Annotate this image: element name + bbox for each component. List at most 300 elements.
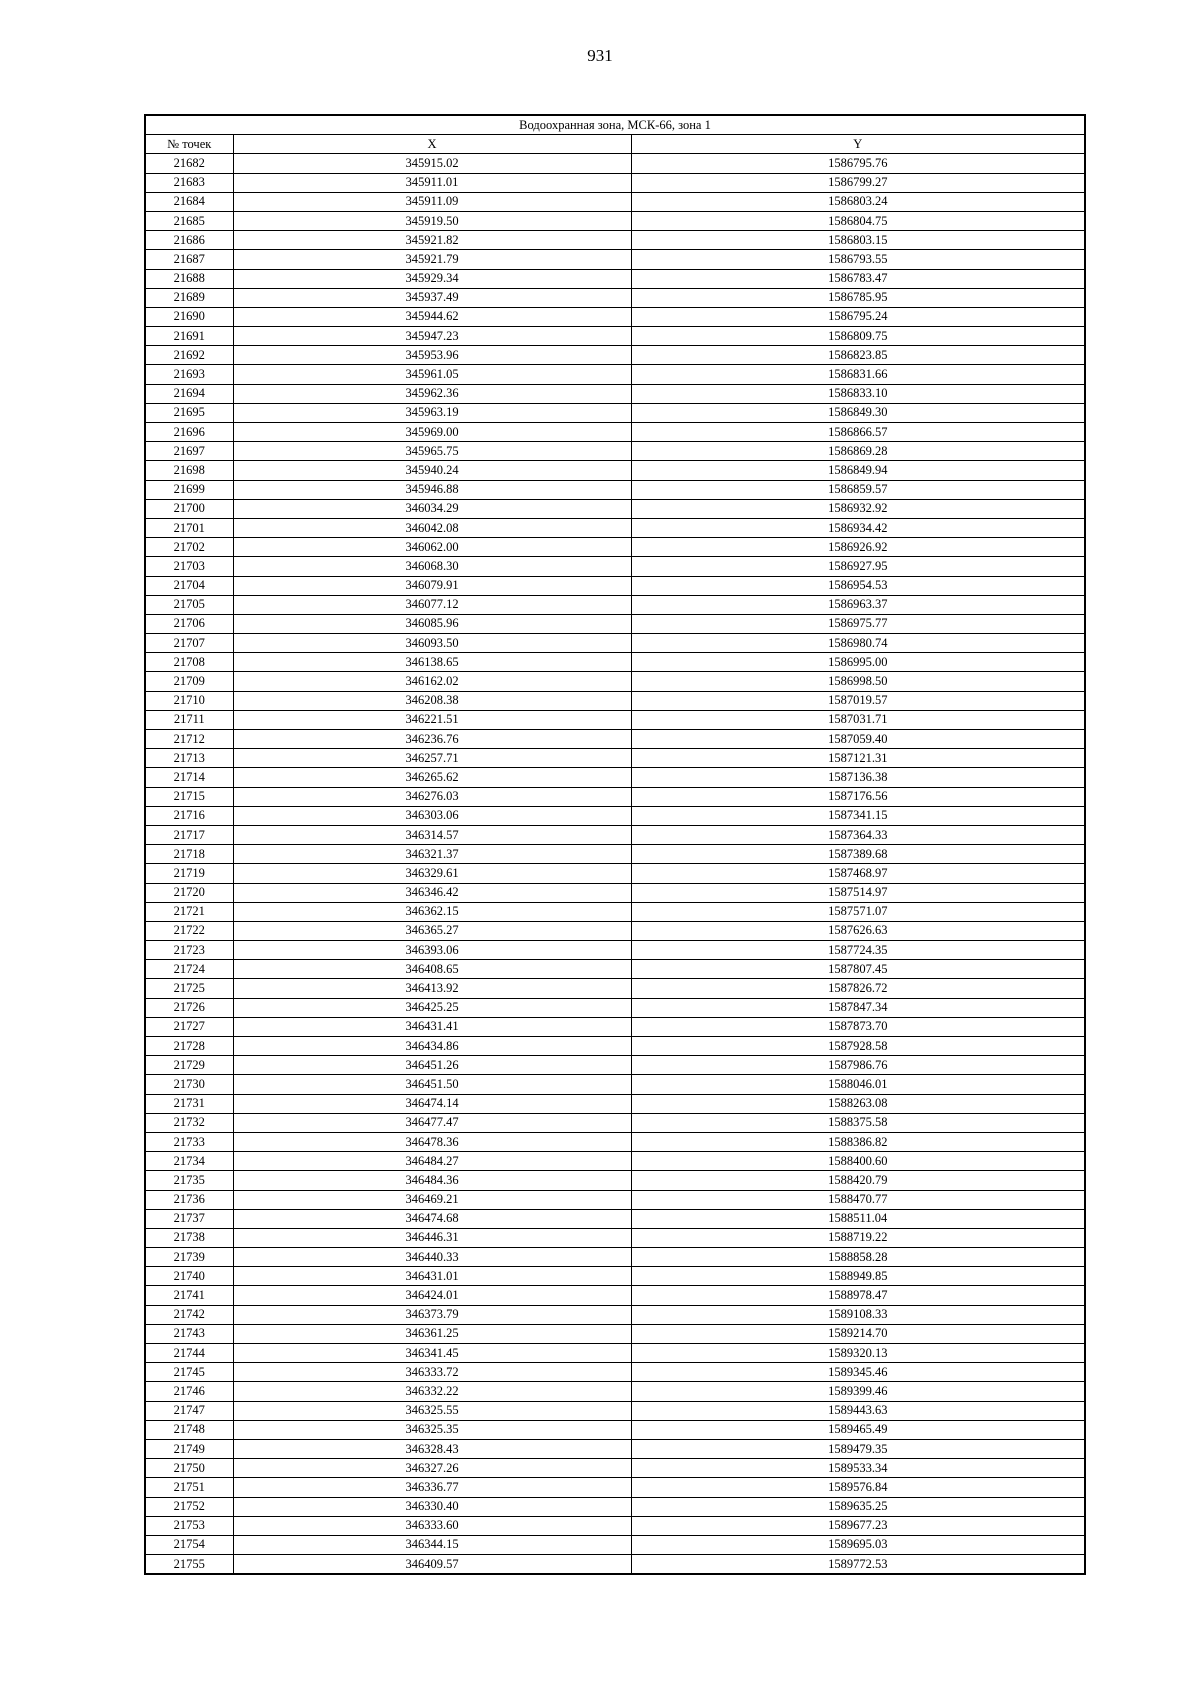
table-row <box>145 1075 1085 1094</box>
cell-x: 345911.01 <box>233 173 631 192</box>
cell-point-number: 21723 <box>145 941 233 960</box>
cell-x: 345944.62 <box>233 307 631 326</box>
cell-x: 346330.40 <box>233 1497 631 1516</box>
table-row <box>145 730 1085 749</box>
cell-x: 346265.62 <box>233 768 631 787</box>
cell-point-number: 21730 <box>145 1075 233 1094</box>
cell-point-number: 21722 <box>145 921 233 940</box>
cell-y: 1586793.55 <box>631 250 1085 269</box>
table-row <box>145 787 1085 806</box>
cell-x: 346221.51 <box>233 710 631 729</box>
cell-point-number: 21711 <box>145 710 233 729</box>
table-row <box>145 1382 1085 1401</box>
cell-x: 346431.41 <box>233 1017 631 1036</box>
cell-x: 346077.12 <box>233 595 631 614</box>
cell-y: 1586866.57 <box>631 423 1085 442</box>
table-row <box>145 749 1085 768</box>
cell-point-number: 21704 <box>145 576 233 595</box>
cell-point-number: 21741 <box>145 1286 233 1305</box>
cell-y: 1587468.97 <box>631 864 1085 883</box>
table-row <box>145 1267 1085 1286</box>
table-row <box>145 1132 1085 1151</box>
cell-y: 1586795.76 <box>631 154 1085 173</box>
table-row <box>145 307 1085 326</box>
table-row <box>145 1516 1085 1535</box>
page-number: 931 <box>587 46 613 65</box>
cell-point-number: 21720 <box>145 883 233 902</box>
cell-y: 1588978.47 <box>631 1286 1085 1305</box>
cell-point-number: 21719 <box>145 864 233 883</box>
cell-x: 346446.31 <box>233 1228 631 1247</box>
cell-point-number: 21734 <box>145 1152 233 1171</box>
cell-x: 346042.08 <box>233 518 631 537</box>
table-row <box>145 1248 1085 1267</box>
cell-x: 346321.37 <box>233 845 631 864</box>
cell-point-number: 21742 <box>145 1305 233 1324</box>
cell-x: 346373.79 <box>233 1305 631 1324</box>
cell-y: 1586926.92 <box>631 538 1085 557</box>
cell-y: 1587121.31 <box>631 749 1085 768</box>
cell-point-number: 21707 <box>145 634 233 653</box>
coordinates-table <box>144 114 1086 1575</box>
cell-x: 345946.88 <box>233 480 631 499</box>
cell-x: 345919.50 <box>233 211 631 230</box>
cell-point-number: 21745 <box>145 1363 233 1382</box>
cell-x: 346484.27 <box>233 1152 631 1171</box>
table-row <box>145 1497 1085 1516</box>
cell-point-number: 21685 <box>145 211 233 230</box>
cell-y: 1586927.95 <box>631 557 1085 576</box>
cell-x: 346440.33 <box>233 1248 631 1267</box>
cell-y: 1589533.34 <box>631 1459 1085 1478</box>
cell-y: 1586785.95 <box>631 288 1085 307</box>
cell-x: 345915.02 <box>233 154 631 173</box>
table-row <box>145 1344 1085 1363</box>
cell-point-number: 21750 <box>145 1459 233 1478</box>
table-row <box>145 672 1085 691</box>
cell-y: 1586783.47 <box>631 269 1085 288</box>
cell-y: 1587873.70 <box>631 1017 1085 1036</box>
cell-y: 1586954.53 <box>631 576 1085 595</box>
cell-x: 345965.75 <box>233 442 631 461</box>
table-row <box>145 1305 1085 1324</box>
table-row <box>145 384 1085 403</box>
cell-point-number: 21746 <box>145 1382 233 1401</box>
cell-point-number: 21705 <box>145 595 233 614</box>
table-row <box>145 1286 1085 1305</box>
cell-point-number: 21682 <box>145 154 233 173</box>
cell-point-number: 21736 <box>145 1190 233 1209</box>
cell-point-number: 21755 <box>145 1555 233 1575</box>
cell-y: 1589108.33 <box>631 1305 1085 1324</box>
table-row <box>145 614 1085 633</box>
table-row <box>145 1017 1085 1036</box>
cell-y: 1588386.82 <box>631 1132 1085 1151</box>
table-row <box>145 1037 1085 1056</box>
cell-x: 346314.57 <box>233 825 631 844</box>
table-row <box>145 365 1085 384</box>
cell-point-number: 21693 <box>145 365 233 384</box>
cell-y: 1588511.04 <box>631 1209 1085 1228</box>
table-row <box>145 211 1085 230</box>
cell-y: 1587826.72 <box>631 979 1085 998</box>
cell-point-number: 21686 <box>145 231 233 250</box>
table-row <box>145 461 1085 480</box>
cell-x: 346478.36 <box>233 1132 631 1151</box>
table-row <box>145 173 1085 192</box>
cell-x: 346034.29 <box>233 499 631 518</box>
cell-y: 1586804.75 <box>631 211 1085 230</box>
table-row <box>145 1324 1085 1343</box>
cell-x: 346361.25 <box>233 1324 631 1343</box>
table-row <box>145 518 1085 537</box>
table-row <box>145 538 1085 557</box>
cell-y: 1588375.58 <box>631 1113 1085 1132</box>
cell-y: 1587136.38 <box>631 768 1085 787</box>
cell-x: 346424.01 <box>233 1286 631 1305</box>
table-row <box>145 979 1085 998</box>
cell-x: 346068.30 <box>233 557 631 576</box>
cell-point-number: 21747 <box>145 1401 233 1420</box>
cell-x: 345929.34 <box>233 269 631 288</box>
cell-x: 346333.72 <box>233 1363 631 1382</box>
table-title: Водоохранная зона, МСК-66, зона 1 <box>145 115 1085 135</box>
cell-x: 345937.49 <box>233 288 631 307</box>
cell-x: 346336.77 <box>233 1478 631 1497</box>
table-row <box>145 941 1085 960</box>
cell-y: 1586803.15 <box>631 231 1085 250</box>
table-row <box>145 845 1085 864</box>
cell-x: 346434.86 <box>233 1037 631 1056</box>
table-row <box>145 806 1085 825</box>
cell-y: 1586809.75 <box>631 327 1085 346</box>
cell-y: 1586963.37 <box>631 595 1085 614</box>
cell-x: 346362.15 <box>233 902 631 921</box>
cell-point-number: 21733 <box>145 1132 233 1151</box>
cell-point-number: 21690 <box>145 307 233 326</box>
cell-point-number: 21714 <box>145 768 233 787</box>
cell-point-number: 21728 <box>145 1037 233 1056</box>
cell-x: 345921.79 <box>233 250 631 269</box>
cell-y: 1589635.25 <box>631 1497 1085 1516</box>
table-row <box>145 768 1085 787</box>
cell-y: 1586823.85 <box>631 346 1085 365</box>
cell-y: 1587847.34 <box>631 998 1085 1017</box>
cell-x: 346474.68 <box>233 1209 631 1228</box>
cell-y: 1587986.76 <box>631 1056 1085 1075</box>
table-row <box>145 480 1085 499</box>
cell-point-number: 21712 <box>145 730 233 749</box>
cell-point-number: 21726 <box>145 998 233 1017</box>
cell-point-number: 21703 <box>145 557 233 576</box>
table-row <box>145 595 1085 614</box>
cell-point-number: 21737 <box>145 1209 233 1228</box>
cell-point-number: 21725 <box>145 979 233 998</box>
cell-y: 1586869.28 <box>631 442 1085 461</box>
cell-point-number: 21700 <box>145 499 233 518</box>
cell-y: 1589772.53 <box>631 1555 1085 1575</box>
cell-point-number: 21743 <box>145 1324 233 1343</box>
cell-y: 1586795.24 <box>631 307 1085 326</box>
table-row <box>145 1228 1085 1247</box>
table-row <box>145 346 1085 365</box>
table-row <box>145 1056 1085 1075</box>
cell-point-number: 21740 <box>145 1267 233 1286</box>
table-row <box>145 864 1085 883</box>
cell-x: 346138.65 <box>233 653 631 672</box>
cell-y: 1586849.94 <box>631 461 1085 480</box>
cell-x: 345947.23 <box>233 327 631 346</box>
table-row <box>145 1478 1085 1497</box>
cell-y: 1587389.68 <box>631 845 1085 864</box>
cell-x: 346408.65 <box>233 960 631 979</box>
table-row <box>145 1363 1085 1382</box>
cell-point-number: 21710 <box>145 691 233 710</box>
table-header-row <box>145 135 1085 154</box>
cell-y: 1588046.01 <box>631 1075 1085 1094</box>
cell-x: 346484.36 <box>233 1171 631 1190</box>
cell-y: 1586831.66 <box>631 365 1085 384</box>
cell-point-number: 21683 <box>145 173 233 192</box>
cell-y: 1588420.79 <box>631 1171 1085 1190</box>
table-row <box>145 1209 1085 1228</box>
table-row <box>145 327 1085 346</box>
cell-x: 346451.26 <box>233 1056 631 1075</box>
cell-x: 346276.03 <box>233 787 631 806</box>
cell-x: 346451.50 <box>233 1075 631 1094</box>
cell-y: 1589479.35 <box>631 1439 1085 1458</box>
cell-point-number: 21738 <box>145 1228 233 1247</box>
table-row <box>145 1401 1085 1420</box>
cell-y: 1588400.60 <box>631 1152 1085 1171</box>
cell-point-number: 21706 <box>145 614 233 633</box>
cell-y: 1589576.84 <box>631 1478 1085 1497</box>
cell-y: 1587176.56 <box>631 787 1085 806</box>
cell-y: 1588858.28 <box>631 1248 1085 1267</box>
cell-x: 346409.57 <box>233 1555 631 1575</box>
cell-y: 1586980.74 <box>631 634 1085 653</box>
cell-x: 346477.47 <box>233 1113 631 1132</box>
cell-y: 1589465.49 <box>631 1420 1085 1439</box>
cell-y: 1586975.77 <box>631 614 1085 633</box>
table-row <box>145 231 1085 250</box>
cell-x: 346332.22 <box>233 1382 631 1401</box>
header-y: Y <box>631 135 1085 154</box>
table-row <box>145 442 1085 461</box>
table-row <box>145 960 1085 979</box>
table-row <box>145 288 1085 307</box>
cell-point-number: 21716 <box>145 806 233 825</box>
cell-x: 345969.00 <box>233 423 631 442</box>
cell-y: 1586995.00 <box>631 653 1085 672</box>
cell-point-number: 21689 <box>145 288 233 307</box>
cell-x: 346085.96 <box>233 614 631 633</box>
cell-point-number: 21708 <box>145 653 233 672</box>
cell-point-number: 21717 <box>145 825 233 844</box>
cell-x: 346328.43 <box>233 1439 631 1458</box>
cell-x: 346062.00 <box>233 538 631 557</box>
cell-point-number: 21752 <box>145 1497 233 1516</box>
cell-point-number: 21691 <box>145 327 233 346</box>
cell-y: 1589399.46 <box>631 1382 1085 1401</box>
cell-y: 1586849.30 <box>631 403 1085 422</box>
cell-point-number: 21748 <box>145 1420 233 1439</box>
cell-y: 1586998.50 <box>631 672 1085 691</box>
table-row <box>145 250 1085 269</box>
table-row <box>145 921 1085 940</box>
cell-y: 1586932.92 <box>631 499 1085 518</box>
cell-y: 1587031.71 <box>631 710 1085 729</box>
cell-x: 345953.96 <box>233 346 631 365</box>
cell-point-number: 21688 <box>145 269 233 288</box>
table-title-row <box>145 115 1085 135</box>
cell-y: 1587514.97 <box>631 883 1085 902</box>
cell-y: 1586833.10 <box>631 384 1085 403</box>
cell-y: 1587364.33 <box>631 825 1085 844</box>
table-row <box>145 1190 1085 1209</box>
cell-point-number: 21702 <box>145 538 233 557</box>
table-row <box>145 710 1085 729</box>
table-row <box>145 902 1085 921</box>
cell-y: 1589345.46 <box>631 1363 1085 1382</box>
cell-point-number: 21735 <box>145 1171 233 1190</box>
cell-x: 346325.55 <box>233 1401 631 1420</box>
cell-point-number: 21718 <box>145 845 233 864</box>
table-row <box>145 1094 1085 1113</box>
cell-point-number: 21729 <box>145 1056 233 1075</box>
cell-point-number: 21753 <box>145 1516 233 1535</box>
cell-y: 1589214.70 <box>631 1324 1085 1343</box>
cell-point-number: 21754 <box>145 1535 233 1554</box>
cell-x: 346425.25 <box>233 998 631 1017</box>
cell-y: 1588719.22 <box>631 1228 1085 1247</box>
cell-x: 345940.24 <box>233 461 631 480</box>
cell-x: 346333.60 <box>233 1516 631 1535</box>
cell-y: 1589677.23 <box>631 1516 1085 1535</box>
table-row <box>145 825 1085 844</box>
cell-x: 345963.19 <box>233 403 631 422</box>
cell-point-number: 21697 <box>145 442 233 461</box>
cell-point-number: 21751 <box>145 1478 233 1497</box>
cell-y: 1587059.40 <box>631 730 1085 749</box>
cell-x: 346303.06 <box>233 806 631 825</box>
table-row <box>145 1420 1085 1439</box>
cell-x: 346329.61 <box>233 864 631 883</box>
table-row <box>145 1171 1085 1190</box>
cell-x: 346208.38 <box>233 691 631 710</box>
cell-y: 1589443.63 <box>631 1401 1085 1420</box>
cell-point-number: 21731 <box>145 1094 233 1113</box>
cell-y: 1588263.08 <box>631 1094 1085 1113</box>
cell-x: 346344.15 <box>233 1535 631 1554</box>
table-row <box>145 269 1085 288</box>
cell-y: 1587571.07 <box>631 902 1085 921</box>
cell-x: 345962.36 <box>233 384 631 403</box>
cell-y: 1587928.58 <box>631 1037 1085 1056</box>
table-row <box>145 691 1085 710</box>
table-row <box>145 576 1085 595</box>
cell-y: 1587019.57 <box>631 691 1085 710</box>
cell-point-number: 21694 <box>145 384 233 403</box>
cell-y: 1587626.63 <box>631 921 1085 940</box>
cell-point-number: 21701 <box>145 518 233 537</box>
cell-y: 1588470.77 <box>631 1190 1085 1209</box>
cell-x: 346162.02 <box>233 672 631 691</box>
table-row <box>145 998 1085 1017</box>
table-row <box>145 1439 1085 1458</box>
cell-point-number: 21699 <box>145 480 233 499</box>
cell-x: 346341.45 <box>233 1344 631 1363</box>
cell-point-number: 21724 <box>145 960 233 979</box>
table-row <box>145 1535 1085 1554</box>
cell-x: 345911.09 <box>233 192 631 211</box>
cell-x: 346413.92 <box>233 979 631 998</box>
cell-x: 346431.01 <box>233 1267 631 1286</box>
cell-x: 346474.14 <box>233 1094 631 1113</box>
cell-point-number: 21749 <box>145 1439 233 1458</box>
cell-point-number: 21684 <box>145 192 233 211</box>
cell-y: 1586803.24 <box>631 192 1085 211</box>
table-row <box>145 192 1085 211</box>
cell-x: 345921.82 <box>233 231 631 250</box>
cell-point-number: 21709 <box>145 672 233 691</box>
cell-x: 346327.26 <box>233 1459 631 1478</box>
cell-point-number: 21721 <box>145 902 233 921</box>
table-row <box>145 634 1085 653</box>
table-row <box>145 1113 1085 1132</box>
table-row <box>145 154 1085 173</box>
cell-x: 346393.06 <box>233 941 631 960</box>
cell-point-number: 21713 <box>145 749 233 768</box>
table-row <box>145 557 1085 576</box>
table-row <box>145 1555 1085 1575</box>
cell-point-number: 21698 <box>145 461 233 480</box>
table-row <box>145 403 1085 422</box>
table-row <box>145 1152 1085 1171</box>
cell-y: 1587341.15 <box>631 806 1085 825</box>
header-x: X <box>233 135 631 154</box>
cell-x: 346236.76 <box>233 730 631 749</box>
cell-point-number: 21744 <box>145 1344 233 1363</box>
cell-x: 346365.27 <box>233 921 631 940</box>
cell-y: 1589695.03 <box>631 1535 1085 1554</box>
table-row <box>145 1459 1085 1478</box>
cell-point-number: 21732 <box>145 1113 233 1132</box>
cell-point-number: 21692 <box>145 346 233 365</box>
table-row <box>145 499 1085 518</box>
cell-point-number: 21715 <box>145 787 233 806</box>
cell-point-number: 21695 <box>145 403 233 422</box>
cell-y: 1588949.85 <box>631 1267 1085 1286</box>
cell-x: 346257.71 <box>233 749 631 768</box>
cell-x: 346325.35 <box>233 1420 631 1439</box>
table-row <box>145 653 1085 672</box>
cell-x: 346469.21 <box>233 1190 631 1209</box>
cell-y: 1587807.45 <box>631 960 1085 979</box>
cell-y: 1589320.13 <box>631 1344 1085 1363</box>
table-row <box>145 883 1085 902</box>
cell-x: 346093.50 <box>233 634 631 653</box>
cell-point-number: 21727 <box>145 1017 233 1036</box>
cell-point-number: 21687 <box>145 250 233 269</box>
cell-x: 345961.05 <box>233 365 631 384</box>
cell-x: 346346.42 <box>233 883 631 902</box>
table-row <box>145 423 1085 442</box>
header-point-number: № точек <box>145 135 233 154</box>
cell-y: 1586934.42 <box>631 518 1085 537</box>
cell-y: 1587724.35 <box>631 941 1085 960</box>
cell-x: 346079.91 <box>233 576 631 595</box>
